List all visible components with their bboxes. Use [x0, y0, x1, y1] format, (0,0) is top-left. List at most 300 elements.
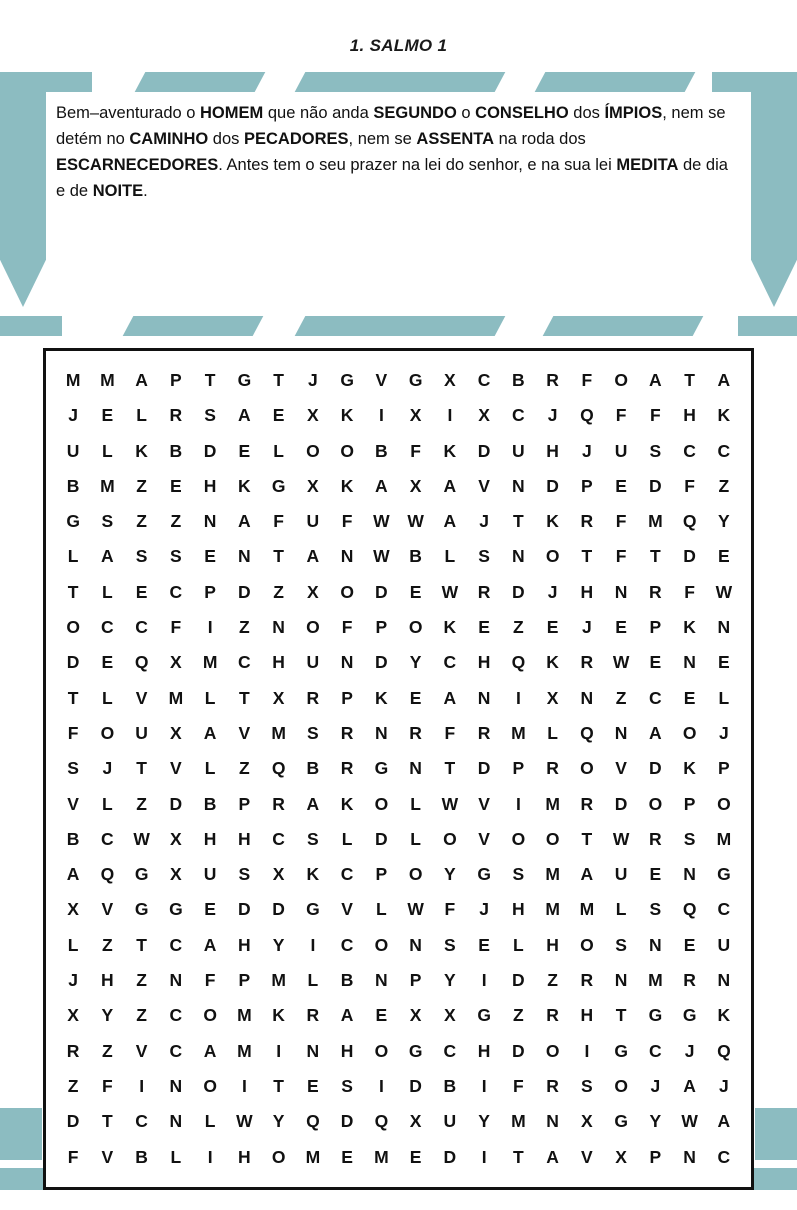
grid-cell[interactable]: M: [648, 970, 663, 991]
grid-cell[interactable]: A: [306, 546, 320, 567]
grid-cell[interactable]: Q: [682, 899, 697, 920]
grid-cell[interactable]: T: [67, 581, 79, 602]
grid-cell[interactable]: M: [545, 793, 560, 814]
grid-cell[interactable]: I: [481, 1146, 487, 1167]
grid-cell[interactable]: J: [68, 970, 78, 991]
grid-cell[interactable]: L: [273, 440, 284, 461]
grid-cell[interactable]: G: [408, 1040, 423, 1061]
grid-cell[interactable]: L: [102, 793, 113, 814]
grid-cell[interactable]: D: [512, 581, 525, 602]
grid-cell[interactable]: S: [512, 864, 525, 885]
grid-cell[interactable]: M: [579, 899, 595, 920]
grid-cell[interactable]: V: [101, 1146, 114, 1167]
grid-cell[interactable]: J: [547, 405, 558, 426]
grid-cell[interactable]: B: [340, 970, 354, 991]
grid-cell[interactable]: W: [407, 899, 424, 920]
grid-cell[interactable]: N: [306, 1040, 320, 1061]
grid-cell[interactable]: C: [477, 370, 491, 390]
grid-cell[interactable]: I: [481, 970, 487, 991]
grid-cell[interactable]: L: [67, 934, 79, 955]
grid-cell[interactable]: V: [478, 828, 490, 849]
grid-cell[interactable]: C: [443, 652, 457, 673]
grid-cell[interactable]: A: [443, 475, 457, 496]
grid-cell[interactable]: N: [717, 617, 731, 638]
grid-cell[interactable]: R: [580, 511, 594, 532]
grid-cell[interactable]: T: [650, 546, 661, 567]
grid-cell[interactable]: G: [169, 899, 183, 920]
grid-cell[interactable]: O: [614, 1075, 628, 1096]
grid-cell[interactable]: W: [133, 828, 150, 849]
grid-cell[interactable]: T: [136, 758, 147, 779]
grid-cell[interactable]: G: [271, 475, 286, 496]
grid-cell[interactable]: J: [102, 758, 113, 779]
grid-cell[interactable]: E: [204, 546, 216, 567]
grid-cell[interactable]: B: [66, 475, 80, 496]
grid-cell[interactable]: C: [717, 440, 731, 461]
grid-cell[interactable]: W: [407, 511, 424, 532]
grid-cell[interactable]: P: [170, 370, 182, 390]
grid-cell[interactable]: C: [649, 687, 662, 708]
grid-cell[interactable]: X: [615, 1146, 627, 1167]
grid-cell[interactable]: H: [238, 828, 251, 849]
grid-cell[interactable]: S: [204, 405, 216, 426]
grid-cell[interactable]: F: [67, 1146, 79, 1167]
grid-cell[interactable]: P: [581, 475, 593, 496]
grid-cell[interactable]: G: [614, 1111, 628, 1132]
grid-cell[interactable]: R: [580, 970, 594, 991]
grid-cell[interactable]: G: [717, 864, 731, 885]
grid-cell[interactable]: V: [170, 758, 182, 779]
grid-cell[interactable]: R: [580, 793, 594, 814]
grid-cell[interactable]: P: [718, 758, 730, 779]
grid-cell[interactable]: M: [374, 1146, 389, 1167]
grid-cell[interactable]: A: [649, 722, 662, 743]
grid-cell[interactable]: F: [581, 370, 593, 390]
grid-cell[interactable]: I: [447, 405, 453, 426]
grid-cell[interactable]: C: [443, 1040, 457, 1061]
grid-cell[interactable]: J: [582, 617, 592, 638]
grid-cell[interactable]: U: [717, 934, 731, 955]
grid-cell[interactable]: A: [66, 864, 80, 885]
grid-cell[interactable]: Y: [101, 1005, 114, 1026]
grid-cell[interactable]: E: [101, 652, 114, 673]
grid-cell[interactable]: A: [203, 722, 217, 743]
grid-cell[interactable]: G: [237, 370, 252, 390]
grid-cell[interactable]: Z: [170, 511, 182, 532]
grid-cell[interactable]: O: [545, 828, 560, 849]
grid-cell[interactable]: K: [443, 440, 457, 461]
grid-cell[interactable]: D: [477, 440, 491, 461]
grid-cell[interactable]: R: [683, 970, 696, 991]
grid-cell[interactable]: Z: [136, 970, 147, 991]
grid-cell[interactable]: D: [375, 652, 388, 673]
grid-cell[interactable]: Q: [306, 1111, 320, 1132]
grid-cell[interactable]: E: [478, 617, 490, 638]
grid-cell[interactable]: E: [375, 1005, 388, 1026]
grid-cell[interactable]: U: [306, 511, 320, 532]
grid-cell[interactable]: S: [101, 511, 114, 532]
grid-cell[interactable]: N: [375, 722, 388, 743]
grid-cell[interactable]: H: [203, 475, 217, 496]
grid-cell[interactable]: E: [272, 405, 285, 426]
grid-cell[interactable]: E: [170, 475, 182, 496]
grid-cell[interactable]: X: [272, 687, 285, 708]
grid-cell[interactable]: M: [237, 1005, 252, 1026]
grid-cell[interactable]: W: [441, 581, 459, 602]
grid-cell[interactable]: J: [479, 511, 489, 532]
grid-cell[interactable]: Q: [717, 1040, 731, 1061]
grid-cell[interactable]: S: [649, 440, 662, 461]
grid-cell[interactable]: E: [409, 687, 422, 708]
grid-cell[interactable]: S: [307, 722, 319, 743]
grid-cell[interactable]: D: [512, 970, 525, 991]
grid-cell[interactable]: K: [340, 405, 354, 426]
grid-cell[interactable]: F: [615, 405, 627, 426]
grid-cell[interactable]: K: [238, 475, 251, 496]
grid-cell[interactable]: D: [443, 1146, 457, 1167]
grid-cell[interactable]: Q: [580, 405, 594, 426]
grid-cell[interactable]: T: [444, 758, 456, 779]
grid-cell[interactable]: V: [341, 899, 353, 920]
grid-cell[interactable]: C: [238, 652, 251, 673]
grid-cell[interactable]: G: [682, 1005, 697, 1026]
grid-cell[interactable]: V: [135, 1040, 148, 1061]
grid-cell[interactable]: R: [546, 758, 559, 779]
grid-cell[interactable]: G: [477, 1005, 491, 1026]
grid-cell[interactable]: C: [101, 617, 114, 638]
grid-cell[interactable]: S: [67, 758, 79, 779]
grid-cell[interactable]: X: [307, 405, 319, 426]
grid-cell[interactable]: C: [512, 405, 525, 426]
grid-cell[interactable]: N: [203, 511, 217, 532]
grid-cell[interactable]: Y: [409, 652, 422, 673]
grid-cell[interactable]: A: [238, 405, 251, 426]
grid-cell[interactable]: H: [238, 1146, 251, 1167]
grid-cell[interactable]: O: [306, 617, 320, 638]
grid-cell[interactable]: T: [204, 370, 216, 390]
grid-cell[interactable]: U: [203, 864, 217, 885]
grid-cell[interactable]: E: [683, 687, 696, 708]
grid-cell[interactable]: X: [67, 899, 79, 920]
grid-cell[interactable]: K: [306, 864, 320, 885]
grid-cell[interactable]: O: [614, 370, 628, 390]
grid-cell[interactable]: C: [101, 828, 114, 849]
grid-cell[interactable]: C: [169, 934, 183, 955]
grid-cell[interactable]: C: [169, 1005, 183, 1026]
grid-cell[interactable]: I: [310, 934, 316, 955]
grid-cell[interactable]: Q: [134, 652, 149, 673]
grid-cell[interactable]: Z: [136, 511, 147, 532]
grid-cell[interactable]: I: [378, 405, 384, 426]
grid-cell[interactable]: R: [546, 1075, 559, 1096]
grid-cell[interactable]: N: [614, 970, 628, 991]
grid-cell[interactable]: S: [649, 899, 662, 920]
grid-cell[interactable]: H: [546, 934, 559, 955]
grid-cell[interactable]: S: [170, 546, 182, 567]
grid-cell[interactable]: M: [271, 722, 286, 743]
grid-cell[interactable]: X: [170, 864, 182, 885]
grid-cell[interactable]: G: [374, 758, 389, 779]
grid-cell[interactable]: K: [443, 617, 457, 638]
grid-cell[interactable]: S: [615, 934, 627, 955]
grid-cell[interactable]: O: [66, 617, 80, 638]
grid-cell[interactable]: J: [719, 1075, 729, 1096]
grid-cell[interactable]: X: [444, 1005, 456, 1026]
grid-cell[interactable]: E: [615, 617, 627, 638]
grid-cell[interactable]: J: [547, 581, 558, 602]
grid-cell[interactable]: M: [202, 652, 218, 673]
grid-cell[interactable]: A: [649, 370, 662, 390]
grid-cell[interactable]: T: [136, 934, 147, 955]
grid-cell[interactable]: N: [272, 617, 285, 638]
word-search-grid[interactable]: [43, 348, 754, 1190]
grid-cell[interactable]: F: [273, 511, 284, 532]
grid-cell[interactable]: T: [239, 687, 250, 708]
grid-cell[interactable]: E: [478, 934, 490, 955]
grid-cell[interactable]: R: [340, 722, 354, 743]
grid-cell[interactable]: L: [170, 1146, 182, 1167]
grid-cell[interactable]: F: [615, 546, 627, 567]
grid-cell[interactable]: I: [515, 793, 521, 814]
grid-cell[interactable]: I: [207, 617, 213, 638]
grid-cell[interactable]: C: [717, 899, 731, 920]
grid-cell[interactable]: A: [717, 370, 731, 390]
grid-cell[interactable]: O: [545, 1040, 560, 1061]
grid-cell[interactable]: Z: [136, 1005, 147, 1026]
grid-cell[interactable]: K: [683, 758, 696, 779]
grid-cell[interactable]: L: [376, 899, 387, 920]
grid-cell[interactable]: K: [546, 652, 559, 673]
grid-cell[interactable]: C: [649, 1040, 662, 1061]
grid-cell[interactable]: K: [135, 440, 148, 461]
grid-cell[interactable]: E: [649, 652, 662, 673]
grid-cell[interactable]: R: [306, 1005, 320, 1026]
grid-cell[interactable]: A: [546, 1146, 559, 1167]
grid-cell[interactable]: H: [546, 440, 559, 461]
grid-cell[interactable]: E: [409, 581, 422, 602]
grid-cell[interactable]: R: [546, 1005, 559, 1026]
grid-cell[interactable]: X: [546, 687, 559, 708]
grid-cell[interactable]: L: [204, 758, 216, 779]
grid-cell[interactable]: M: [305, 1146, 321, 1167]
grid-cell[interactable]: A: [306, 793, 320, 814]
grid-cell[interactable]: N: [717, 970, 731, 991]
grid-cell[interactable]: W: [715, 581, 733, 602]
grid-cell[interactable]: Z: [102, 934, 113, 955]
grid-cell[interactable]: S: [238, 864, 251, 885]
grid-cell[interactable]: I: [378, 1075, 384, 1096]
grid-cell[interactable]: D: [340, 1111, 354, 1132]
grid-cell[interactable]: P: [204, 581, 216, 602]
grid-cell[interactable]: X: [170, 722, 182, 743]
grid-cell[interactable]: P: [238, 793, 251, 814]
grid-cell[interactable]: C: [169, 1040, 183, 1061]
grid-cell[interactable]: R: [409, 722, 422, 743]
grid-cell[interactable]: T: [273, 370, 284, 390]
grid-cell[interactable]: K: [272, 1005, 285, 1026]
grid-cell[interactable]: M: [237, 1040, 252, 1061]
grid-cell[interactable]: V: [478, 793, 490, 814]
grid-cell[interactable]: N: [340, 652, 354, 673]
grid-cell[interactable]: C: [340, 864, 354, 885]
grid-cell[interactable]: R: [580, 652, 594, 673]
grid-cell[interactable]: N: [614, 722, 628, 743]
grid-cell[interactable]: P: [512, 758, 525, 779]
grid-cell[interactable]: J: [684, 1040, 695, 1061]
grid-cell[interactable]: L: [410, 828, 421, 849]
grid-cell[interactable]: O: [682, 722, 697, 743]
grid-cell[interactable]: T: [581, 546, 593, 567]
grid-cell[interactable]: Q: [271, 758, 286, 779]
grid-cell[interactable]: P: [341, 687, 353, 708]
grid-cell[interactable]: L: [410, 793, 421, 814]
grid-cell[interactable]: E: [546, 617, 559, 638]
grid-cell[interactable]: Z: [136, 475, 147, 496]
grid-cell[interactable]: W: [373, 511, 390, 532]
grid-cell[interactable]: L: [136, 405, 147, 426]
grid-cell[interactable]: L: [204, 687, 216, 708]
grid-cell[interactable]: M: [271, 970, 286, 991]
grid-cell[interactable]: G: [614, 1040, 628, 1061]
grid-cell[interactable]: T: [615, 1005, 627, 1026]
grid-cell[interactable]: O: [580, 758, 594, 779]
grid-cell[interactable]: F: [444, 722, 456, 743]
grid-cell[interactable]: D: [649, 758, 662, 779]
grid-cell[interactable]: P: [649, 1146, 662, 1167]
grid-cell[interactable]: N: [683, 1146, 696, 1167]
grid-cell[interactable]: X: [409, 475, 422, 496]
grid-cell[interactable]: S: [307, 828, 319, 849]
grid-cell[interactable]: S: [683, 828, 696, 849]
grid-cell[interactable]: F: [513, 1075, 524, 1096]
grid-cell[interactable]: E: [649, 864, 662, 885]
grid-cell[interactable]: C: [272, 828, 285, 849]
grid-cell[interactable]: T: [273, 546, 284, 567]
grid-cell[interactable]: B: [443, 1075, 457, 1096]
grid-cell[interactable]: F: [410, 440, 421, 461]
grid-cell[interactable]: X: [409, 405, 422, 426]
grid-cell[interactable]: V: [101, 899, 114, 920]
grid-cell[interactable]: G: [134, 864, 149, 885]
grid-cell[interactable]: X: [272, 864, 285, 885]
grid-cell[interactable]: V: [67, 793, 79, 814]
grid-cell[interactable]: N: [683, 652, 696, 673]
grid-cell[interactable]: O: [408, 864, 423, 885]
grid-cell[interactable]: F: [67, 722, 79, 743]
grid-cell[interactable]: K: [546, 511, 559, 532]
grid-cell[interactable]: R: [306, 687, 320, 708]
grid-cell[interactable]: U: [306, 652, 320, 673]
grid-cell[interactable]: F: [204, 970, 216, 991]
grid-cell[interactable]: O: [374, 1040, 389, 1061]
grid-cell[interactable]: M: [545, 864, 560, 885]
grid-cell[interactable]: R: [169, 405, 183, 426]
grid-cell[interactable]: E: [409, 1146, 422, 1167]
grid-cell[interactable]: A: [443, 511, 457, 532]
grid-cell[interactable]: F: [444, 899, 456, 920]
grid-cell[interactable]: D: [272, 899, 285, 920]
grid-cell[interactable]: S: [341, 1075, 353, 1096]
grid-cell[interactable]: S: [478, 546, 490, 567]
grid-cell[interactable]: A: [375, 475, 388, 496]
grid-cell[interactable]: L: [307, 970, 319, 991]
grid-cell[interactable]: V: [238, 722, 251, 743]
grid-cell[interactable]: B: [409, 546, 422, 567]
grid-cell[interactable]: O: [271, 1146, 286, 1167]
grid-cell[interactable]: R: [272, 793, 285, 814]
grid-cell[interactable]: O: [306, 440, 320, 461]
grid-cell[interactable]: N: [169, 1075, 183, 1096]
grid-cell[interactable]: G: [408, 370, 423, 390]
grid-cell[interactable]: D: [477, 758, 491, 779]
grid-cell[interactable]: L: [444, 546, 456, 567]
grid-cell[interactable]: A: [203, 1040, 217, 1061]
grid-cell[interactable]: R: [546, 370, 559, 390]
grid-cell[interactable]: M: [545, 899, 560, 920]
grid-cell[interactable]: I: [241, 1075, 247, 1096]
grid-cell[interactable]: N: [683, 864, 696, 885]
grid-cell[interactable]: K: [717, 405, 731, 426]
grid-cell[interactable]: K: [340, 475, 354, 496]
grid-cell[interactable]: P: [409, 970, 422, 991]
grid-cell[interactable]: N: [477, 687, 491, 708]
grid-cell[interactable]: I: [207, 1146, 213, 1167]
grid-cell[interactable]: F: [102, 1075, 113, 1096]
grid-cell[interactable]: G: [306, 899, 320, 920]
grid-cell[interactable]: H: [477, 652, 491, 673]
grid-cell[interactable]: I: [139, 1075, 145, 1096]
grid-cell[interactable]: B: [306, 758, 320, 779]
grid-cell[interactable]: C: [340, 934, 354, 955]
grid-cell[interactable]: C: [169, 581, 183, 602]
grid-cell[interactable]: M: [511, 722, 526, 743]
grid-cell[interactable]: R: [477, 581, 491, 602]
grid-cell[interactable]: X: [170, 652, 182, 673]
grid-cell[interactable]: U: [443, 1111, 457, 1132]
grid-cell[interactable]: D: [375, 828, 388, 849]
grid-cell[interactable]: Z: [513, 617, 524, 638]
grid-cell[interactable]: O: [374, 934, 389, 955]
grid-cell[interactable]: X: [581, 1111, 593, 1132]
grid-cell[interactable]: A: [101, 546, 114, 567]
grid-cell[interactable]: G: [477, 864, 491, 885]
grid-cell[interactable]: G: [66, 511, 80, 532]
grid-cell[interactable]: H: [272, 652, 285, 673]
grid-cell[interactable]: N: [409, 934, 422, 955]
grid-cell[interactable]: O: [100, 722, 115, 743]
grid-cell[interactable]: U: [135, 722, 148, 743]
grid-cell[interactable]: T: [684, 370, 695, 390]
grid-cell[interactable]: W: [441, 793, 459, 814]
grid-cell[interactable]: F: [650, 405, 661, 426]
grid-cell[interactable]: O: [511, 828, 526, 849]
grid-cell[interactable]: Q: [100, 864, 115, 885]
grid-cell[interactable]: U: [614, 864, 628, 885]
grid-cell[interactable]: L: [547, 722, 558, 743]
grid-cell[interactable]: I: [481, 1075, 487, 1096]
grid-cell[interactable]: U: [512, 440, 525, 461]
grid-cell[interactable]: N: [649, 934, 662, 955]
grid-cell[interactable]: E: [238, 440, 251, 461]
grid-cell[interactable]: P: [375, 864, 388, 885]
grid-cell[interactable]: Q: [580, 722, 594, 743]
grid-cell[interactable]: M: [168, 687, 184, 708]
grid-cell[interactable]: D: [546, 475, 559, 496]
grid-cell[interactable]: X: [170, 828, 182, 849]
grid-cell[interactable]: D: [375, 581, 388, 602]
grid-cell[interactable]: T: [513, 1146, 524, 1167]
grid-cell[interactable]: X: [409, 1005, 422, 1026]
